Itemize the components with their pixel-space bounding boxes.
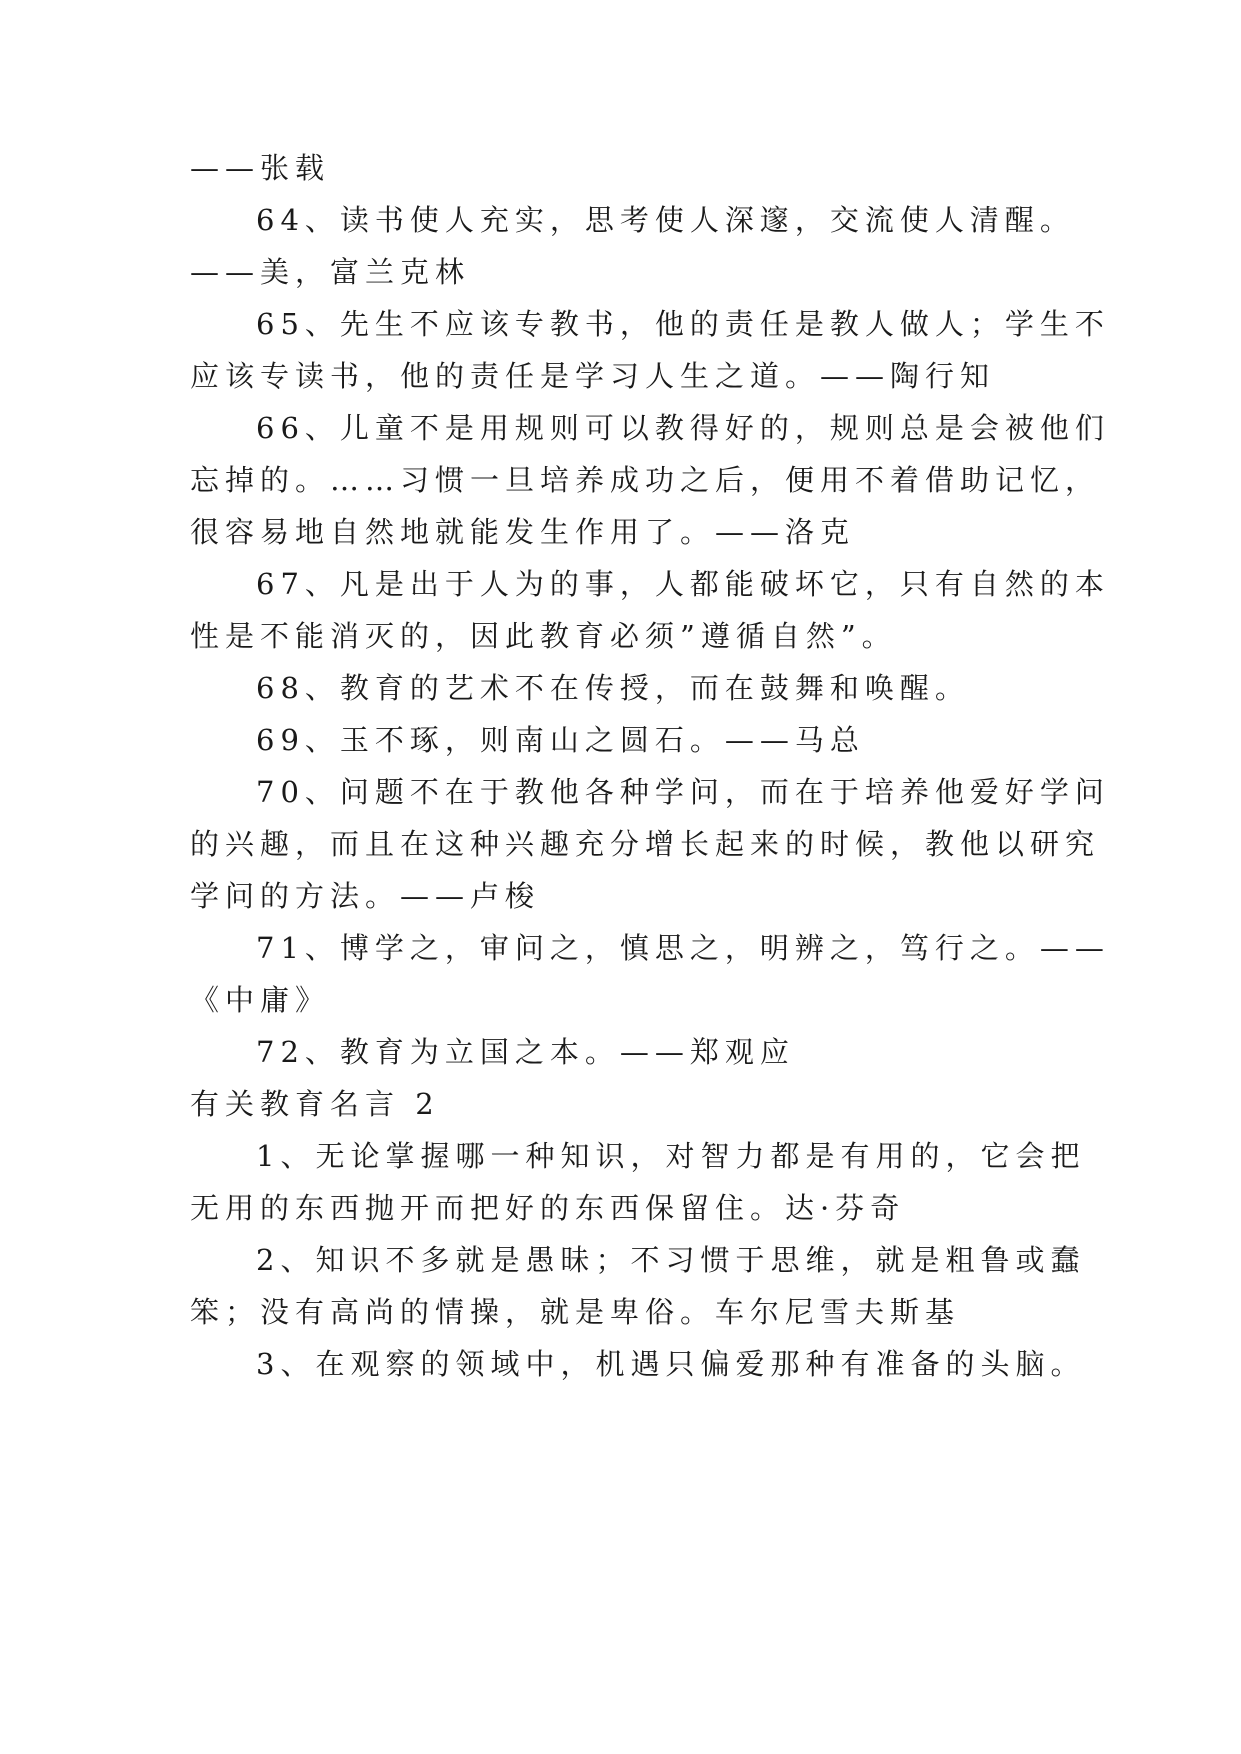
quote-68-line-1: 68、教育的艺术不在传授，而在鼓舞和唤醒。 <box>256 671 970 705</box>
quote-2-line-1: 2、知识不多就是愚昧；不习惯于思维，就是粗鲁或蠢 <box>256 1243 1086 1277</box>
quote-66-line-3: 很容易地自然地就能发生作用了。——洛克 <box>190 515 856 549</box>
quote-2-line-2: 笨；没有高尚的情操，就是卑俗。车尔尼雪夫斯基 <box>190 1295 961 1329</box>
quote-66-line-1: 66、儿童不是用规则可以教得好的，规则总是会被他们 <box>256 411 1110 445</box>
quote-70-line-3: 学问的方法。——卢梭 <box>190 879 541 913</box>
section-heading: 有关教育名言 2 <box>190 1087 440 1121</box>
quote-65-line-2: 应该专读书，他的责任是学习人生之道。——陶行知 <box>190 359 996 393</box>
text-line: ——张载 <box>190 151 331 185</box>
quote-71-line-2: 《中庸》 <box>190 983 331 1017</box>
quote-1-line-1: 1、无论掌握哪一种知识，对智力都是有用的，它会把 <box>256 1139 1086 1173</box>
quote-1-line-2: 无用的东西抛开而把好的东西保留住。达·芬奇 <box>190 1191 906 1225</box>
quote-66-line-2: 忘掉的。……习惯一旦培养成功之后，便用不着借助记忆， <box>190 463 1101 497</box>
quote-64-line-2: ——美，富兰克林 <box>190 255 471 289</box>
quote-67-line-2: 性是不能消灭的，因此教育必须”遵循自然”。 <box>190 619 897 653</box>
quote-72-line-1: 72、教育为立国之本。——郑观应 <box>256 1035 795 1069</box>
quote-70-line-2: 的兴趣，而且在这种兴趣充分增长起来的时候，教他以研究 <box>190 827 1101 861</box>
quote-71-line-1: 71、博学之，审问之，慎思之，明辨之，笃行之。—— <box>256 931 1110 965</box>
quote-70-line-1: 70、问题不在于教他各种学问，而在于培养他爱好学问 <box>256 775 1110 809</box>
quote-3-line-1: 3、在观察的领域中，机遇只偏爱那种有准备的头脑。 <box>256 1347 1086 1381</box>
quote-65-line-1: 65、先生不应该专教书，他的责任是教人做人；学生不 <box>256 307 1110 341</box>
quote-64-line-1: 64、读书使人充实，思考使人深邃，交流使人清醒。 <box>256 203 1075 237</box>
quote-69-line-1: 69、玉不琢，则南山之圆石。——马总 <box>256 723 865 757</box>
quote-67-line-1: 67、凡是出于人为的事，人都能破坏它，只有自然的本 <box>256 567 1110 601</box>
